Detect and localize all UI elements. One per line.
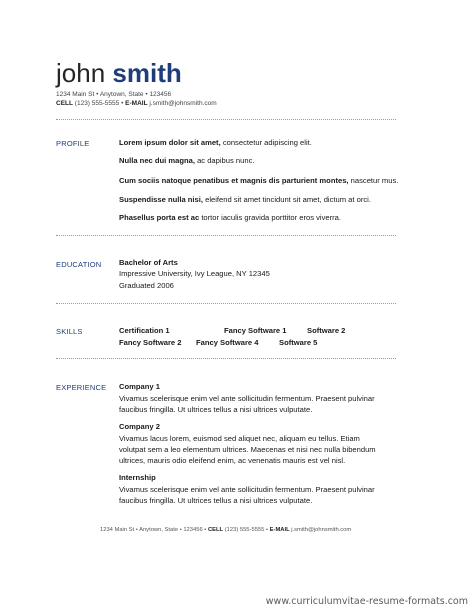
- footer-email-label: E-MAIL: [269, 527, 290, 533]
- header-address: 1234 Main St • Anytown, State • 123456: [56, 91, 172, 98]
- email-value[interactable]: j.smith@johnsmith.com: [149, 100, 217, 107]
- profile-line: Lorem ipsum dolor sit amet, consectetur adipiscing elit.: [119, 138, 312, 147]
- contact-separator: •: [121, 100, 124, 107]
- footer-cell-label: CELL: [207, 527, 224, 533]
- header-contact: [56, 99, 217, 108]
- profile-line: Phasellus porta est ac tortor iaculis gravida porttitor eros viverra.: [119, 213, 342, 222]
- company-name: Company 1: [119, 382, 160, 391]
- experience-label: EXPERIENCE: [56, 383, 107, 392]
- education-school: Impressive University, Ivy League, NY 12345: [119, 269, 270, 278]
- skill-item: Fancy Software 4: [196, 338, 259, 347]
- profile-line: Suspendisse nulla nisi, eleifend sit amet tincidunt sit amet, dictum at orci.: [119, 195, 371, 204]
- footer-address: 1234 Main St • Anytown, State • 123456 •: [100, 527, 207, 533]
- company-name: Company 2: [119, 422, 160, 431]
- experience-line: ultrices, mauris odio eleifend enim, ac venenatis mauris est vel nisl.: [119, 456, 346, 465]
- skill-item: Fancy Software 1: [224, 326, 287, 335]
- profile-label: PROFILE: [56, 139, 90, 148]
- footer-cell-value: (123) 555-5555 •: [224, 527, 269, 533]
- email-label: E-MAIL: [125, 100, 148, 107]
- experience-line: faucibus fringilla. Ut ultrices tellus a nisi ultrices vulputate.: [119, 496, 313, 505]
- experience-line: Vivamus scelerisque enim vel ante sollicitudin fermentum. Praesent pulvinar: [119, 394, 375, 403]
- experience-line: Vivamus scelerisque enim vel ante sollicitudin fermentum. Praesent pulvinar: [119, 485, 375, 494]
- company-name: Internship: [119, 473, 156, 482]
- skills-label: SKILLS: [56, 327, 83, 336]
- experience-line: volutpat sem a leo elementum ultrices. Maecenas et nisi nec nulla bibendum: [119, 445, 376, 454]
- candidate-name: [56, 58, 182, 88]
- education-graduated: Graduated 2006: [119, 281, 174, 290]
- skill-item: Certification 1: [119, 326, 170, 335]
- footer-email-value[interactable]: j.smith@johnsmith.com: [291, 527, 352, 533]
- profile-line: Nulla nec dui magna, ac dapibus nunc.: [119, 156, 255, 165]
- cell-label: CELL: [56, 100, 73, 107]
- profile-line: Cum sociis natoque penatibus et magnis dis parturient montes, nascetur mus.: [119, 176, 399, 185]
- education-degree: Bachelor of Arts: [119, 258, 178, 267]
- experience-line: faucibus fringilla. Ut ultrices tellus a nisi ultrices vulputate.: [119, 405, 313, 414]
- footer-contact: [100, 527, 351, 533]
- watermark-url: www.curriculumvitae-resume-formats.com: [265, 596, 468, 607]
- cell-value: (123) 555-5555: [74, 100, 120, 107]
- section-divider: [56, 119, 396, 120]
- skill-item: Fancy Software 2: [119, 338, 182, 347]
- section-divider: [56, 358, 396, 359]
- skill-item: Software 2: [307, 326, 346, 335]
- section-divider: [56, 235, 396, 236]
- experience-line: Vivamus lacus lorem, euismod sed aliquet nec, aliquam eu tellus. Etiam: [119, 434, 360, 443]
- education-label: EDUCATION: [56, 260, 102, 269]
- first-name: john: [56, 58, 106, 88]
- skill-item: Software 5: [279, 338, 318, 347]
- last-name: smith: [112, 58, 182, 88]
- section-divider: [56, 303, 396, 304]
